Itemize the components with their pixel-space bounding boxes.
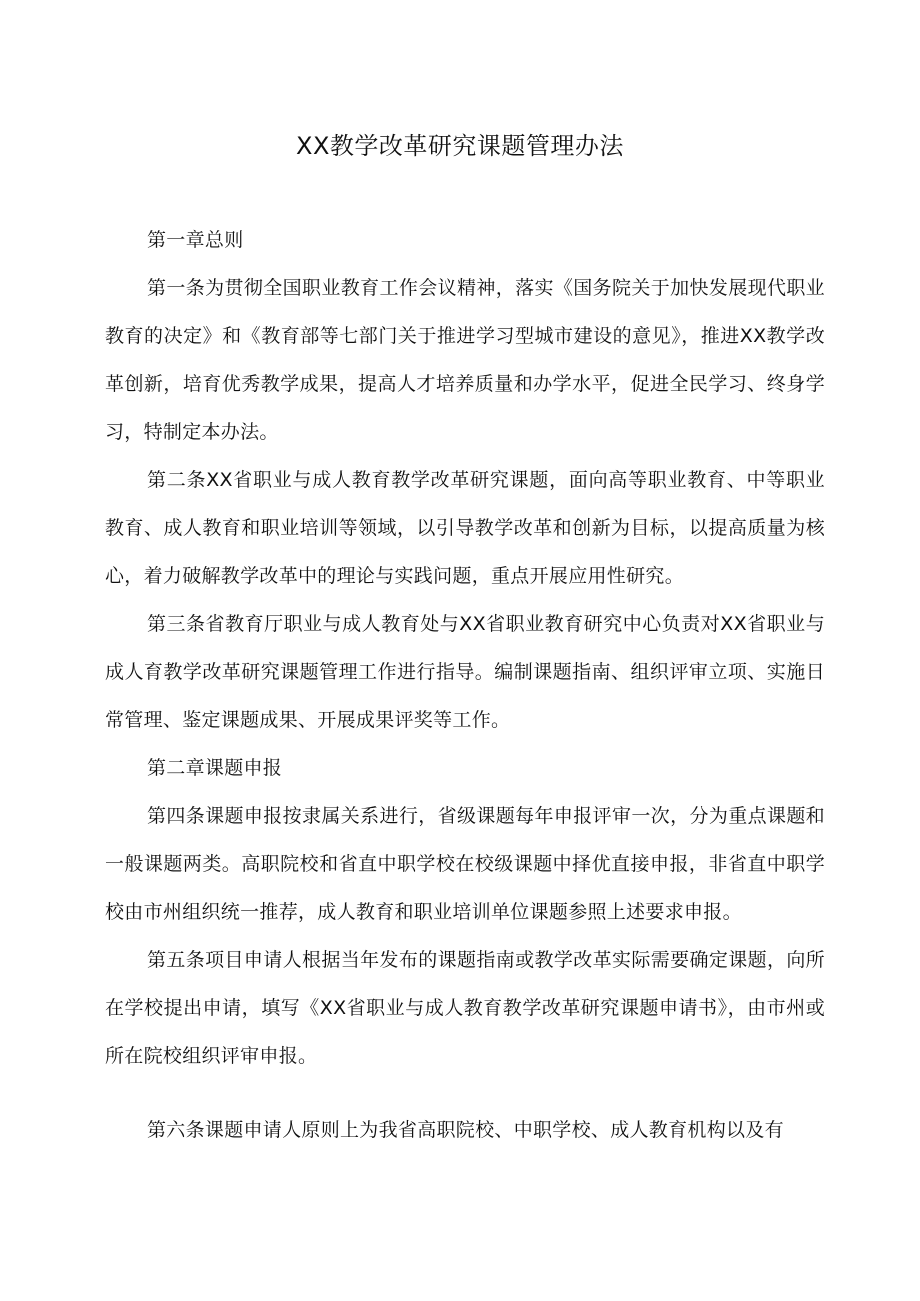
document-title: XX教学改革研究课题管理办法 [296,132,624,160]
article-2: 第二条XX省职业与成人教育教学改革研究课题，面向高等职业教育、中等职业教育、成人教育和职业培训等领域，以引导教学改革和创新为目标，以提高质量为核心，着力破解教学改革中的理论与实践问题，重点开展应用性研究。 [105,469,825,587]
chapter-1-heading: 第一章总则 [147,229,244,251]
article-3: 第三条省教育厅职业与成人教育处与XX省职业教育研究中心负责对XX省职业与成人育教学改革研究课题管理工作进行指导。编制课题指南、组织评审立项、实施日常管理、鉴定课题成果、开展成果评奖等工作。 [105,613,825,731]
article-1: 第一条为贯彻全国职业教育工作会议精神，落实《国务院关于加快发展现代职业教育的决定》和《教育部等七部门关于推进学习型城市建设的意见》，推进XX教学改革创新，培育优秀教学成果，提高人才培养质量和办学水平，促进全民学习、终身学习，特制定本办法。 [105,277,825,443]
article-5: 第五条项目申请人根据当年发布的课题指南或教学改革实际需要确定课题，向所在学校提出申请，填写《XX省职业与成人教育教学改革研究课题申请书》，由市州或所在院校组织评审申报。 [105,949,825,1067]
chapter-2-heading: 第二章课题申报 [147,757,283,779]
article-4: 第四条课题申报按隶属关系进行，省级课题每年申报评审一次，分为重点课题和一般课题两类。高职院校和省直中职学校在校级课题中择优直接申报，非省直中职学校由市州组织统一推荐，成人教育和职业培训单位课题参照上述要求申报。 [105,805,825,923]
article-6: 第六条课题申请人原则上为我省高职院校、中职学校、成人教育机构以及有 [147,1119,784,1141]
